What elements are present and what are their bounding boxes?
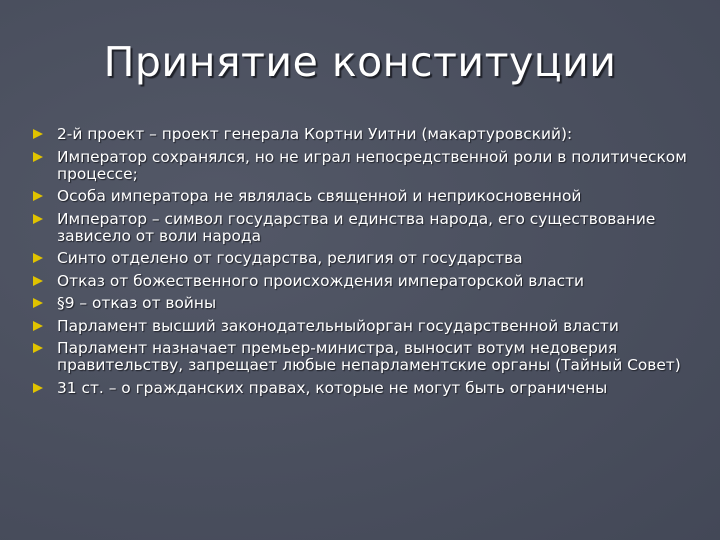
triangle-right-icon: [33, 152, 43, 162]
triangle-right-icon: [33, 321, 43, 331]
bullet-list: [33, 126, 693, 402]
triangle-right-icon: [33, 343, 43, 353]
bullet-item: [33, 380, 693, 397]
bullet-item: [33, 211, 693, 245]
triangle-right-icon: [33, 191, 43, 201]
bullet-text: Отказ от божественного происхождения императорской власти: [57, 271, 585, 290]
bullet-item: [33, 126, 693, 143]
bullet-text: Император – символ государства и единства народа, его существование зависело от воли народа: [57, 209, 656, 245]
bullet-text: Синто отделено от государства, религия от государства: [57, 249, 523, 267]
triangle-right-icon: [33, 253, 43, 263]
slide-title: Принятие конституции: [103, 38, 617, 86]
bullet-item: [33, 273, 693, 290]
bullet-item: [33, 340, 693, 374]
bullet-item: [33, 149, 693, 183]
bullet-text: 31 ст. – о гражданских правах, которые не могут быть ограничены: [57, 378, 608, 397]
bullet-text: 2-й проект – проект генерала Кортни Уитни (макартуровский):: [57, 125, 573, 143]
triangle-right-icon: [33, 129, 43, 139]
triangle-right-icon: [33, 298, 43, 308]
triangle-right-icon: [33, 383, 43, 393]
triangle-right-icon: [33, 276, 43, 286]
triangle-right-icon: [33, 214, 43, 224]
bullet-item: [33, 250, 693, 267]
bullet-item: [33, 318, 693, 335]
bullet-item: [33, 295, 693, 312]
bullet-text: Император сохранялся, но не играл непосредственной роли в политическом процессе;: [57, 147, 687, 183]
bullet-item: [33, 188, 693, 205]
bullet-text: Особа императора не являлась священной и неприкосновенной: [57, 187, 582, 205]
bullet-text: §9 – отказ от войны: [57, 294, 217, 312]
bullet-text: Парламент назначает премьер-министра, выносит вотум недоверия правительству, запрещает любые непарламентские органы (Тайный Совет): [57, 339, 681, 374]
bullet-text: Парламент высший законодательныйорган государственной власти: [57, 316, 619, 335]
